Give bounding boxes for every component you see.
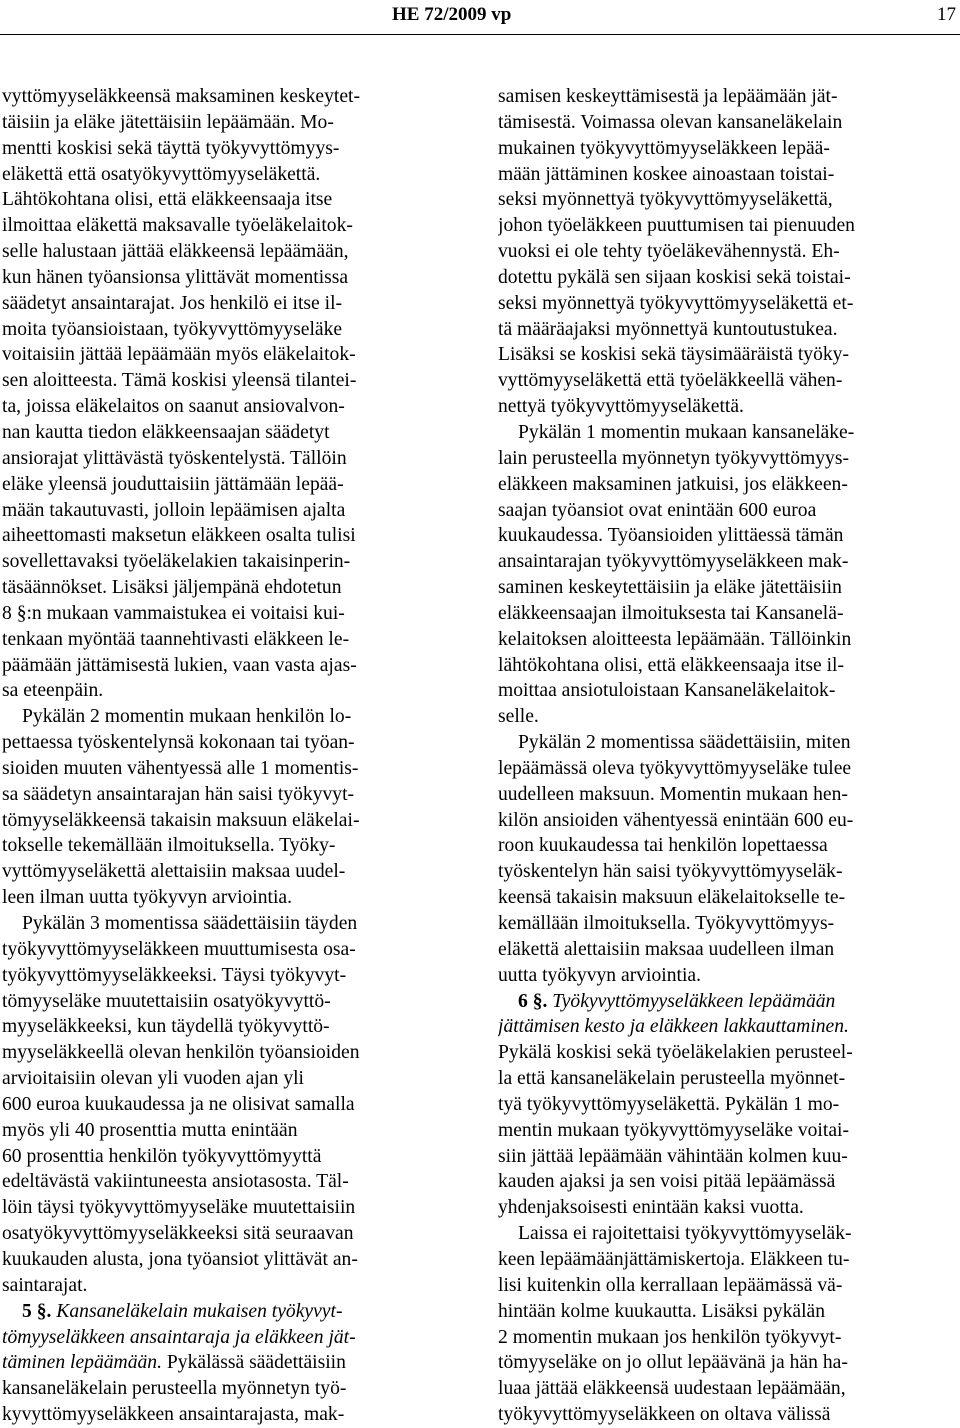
section-heading: Kansaneläkelain mukaisen työkyvyt- xyxy=(51,1300,343,1322)
line-text: täsäännökset. Lisäksi jäljempänä ehdotetun xyxy=(2,577,342,599)
text-line xyxy=(2,523,465,549)
text-line xyxy=(2,1402,465,1428)
line-text: uudelleen maksuun. Momentin mukaan hen- xyxy=(498,783,848,805)
text-line xyxy=(2,730,465,756)
text-line xyxy=(2,1376,465,1402)
line-text: saajan työansiot ovat enintään 600 euroa xyxy=(498,499,817,521)
text-line xyxy=(498,291,958,317)
line-text: yhdenjaksoisesti enintään kaksi vuotta. xyxy=(498,1197,804,1219)
line-text: kemällään ilmoituksella. Työkyvyttömyys- xyxy=(498,913,835,934)
line-text: seksi myönnettyä työkyvyttömyyseläkettä et- xyxy=(498,292,854,314)
text-line xyxy=(2,911,465,937)
line-text: samisen keskeyttämisestä ja lepäämään jät- xyxy=(498,86,838,107)
text-line xyxy=(498,394,958,420)
text-line xyxy=(498,1247,958,1273)
text-line xyxy=(498,317,958,343)
text-line xyxy=(498,1040,958,1066)
text-line xyxy=(498,704,958,730)
line-text: roon kuukaudessa tai henkilön lopettaessa xyxy=(498,835,828,857)
text-line xyxy=(498,1350,958,1376)
text-line xyxy=(2,239,465,265)
line-text: ansaintarajan työkyvyttömyyseläkkeen mak- xyxy=(498,551,849,573)
line-text: kelaitoksen aloitteesta lepäämään. Tällöinkin xyxy=(498,628,852,650)
text-line xyxy=(498,808,958,834)
text-line xyxy=(498,1299,958,1325)
line-text: Pykälän 2 momentin mukaan henkilön lo- xyxy=(22,706,352,728)
text-line xyxy=(2,1092,465,1118)
text-line xyxy=(498,989,958,1015)
line-text: Pykälän 3 momentissa säädettäisiin täyden xyxy=(22,913,358,934)
text-line xyxy=(2,808,465,834)
text-line xyxy=(498,1273,958,1299)
line-text: eläkettä alettaisiin maksaa uudelleen ilman xyxy=(498,938,835,960)
line-text: mään takautuvasti, jolloin lepäämisen ajalta xyxy=(2,499,346,521)
text-line xyxy=(498,213,958,239)
text-line xyxy=(2,162,465,188)
text-line xyxy=(498,833,958,859)
line-text: moittaa ansiotuloistaan Kansaneläkelaitok- xyxy=(498,680,836,702)
text-line xyxy=(2,1066,465,1092)
text-line xyxy=(2,704,465,730)
text-line xyxy=(498,420,958,446)
text-line xyxy=(2,782,465,808)
text-line xyxy=(498,368,958,394)
text-line xyxy=(498,1402,958,1428)
line-text: nan kautta tiedon eläkkeensaajan säädetyt xyxy=(2,421,330,443)
text-line xyxy=(2,446,465,472)
line-text: Pykälän 2 momentissa säädettäisiin, miten xyxy=(518,732,851,754)
text-line xyxy=(498,1325,958,1351)
line-text: luaa jättää eläkkeensä uudestaan lepäämään, xyxy=(498,1378,846,1400)
line-text: tömyyseläke on jo ollut lepäävänä ja hän ha- xyxy=(498,1352,848,1374)
line-text: uutta työkyvyn arviointia. xyxy=(498,964,701,986)
text-line xyxy=(2,1247,465,1273)
text-line xyxy=(498,187,958,213)
line-text: löin täysi työkyvyttömyyseläke muutettaisiin xyxy=(2,1197,356,1219)
text-line xyxy=(498,110,958,136)
line-text: sen aloitteesta. Tämä koskisi yleensä tilantei- xyxy=(2,370,357,392)
left-text-column xyxy=(2,84,465,1428)
line-text: voitaisiin jättää lepäämään myös eläkelaitok- xyxy=(2,344,356,366)
line-text: lepäämässä oleva työkyvyttömyyseläke tulee xyxy=(498,757,852,779)
text-line xyxy=(2,420,465,446)
line-text: tömyyseläkkeensä takaisin maksuun eläkelai- xyxy=(2,809,360,831)
line-text: tenkaan myöntää taannehtivasti eläkkeen le- xyxy=(2,628,350,650)
text-line xyxy=(498,1195,958,1221)
text-line xyxy=(2,136,465,162)
text-line xyxy=(2,859,465,885)
line-text: osatyökyvyttömyyseläkkeeksi sitä seuraavan xyxy=(2,1223,354,1245)
text-line xyxy=(498,265,958,291)
text-line xyxy=(2,989,465,1015)
line-text: vyttömyyseläkettä että työeläkkeellä vähen- xyxy=(498,370,843,392)
line-text: eläkkeensaajan ilmoituksesta tai Kansanelä- xyxy=(498,602,844,624)
text-line xyxy=(2,937,465,963)
text-line xyxy=(2,885,465,911)
line-text: vyttömyyseläkkeensä maksaminen keskeytet- xyxy=(2,86,361,107)
text-line xyxy=(498,885,958,911)
line-text: ilmoittaa eläkettä maksavalle työeläkelaitok- xyxy=(2,215,353,237)
line-text: tämisestä. Voimassa olevan kansaneläkelain xyxy=(498,111,843,133)
text-line xyxy=(498,1118,958,1144)
line-text: selle. xyxy=(498,706,539,728)
line-text: lisi kuitenkin olla kerrallaan lepäämässä vä- xyxy=(498,1274,843,1296)
line-text: mentti koskisi sekä täyttä työkyvyttömyys- xyxy=(2,137,340,159)
line-text: la että kansaneläkelain perusteella myönnet- xyxy=(498,1068,846,1090)
text-line xyxy=(2,291,465,317)
text-line xyxy=(2,627,465,653)
line-text: 60 prosenttia henkilön työkyvyttömyyttä xyxy=(2,1145,322,1167)
text-line xyxy=(2,601,465,627)
header-divider xyxy=(0,34,960,35)
text-line xyxy=(2,317,465,343)
line-text: mukainen työkyvyttömyyseläkkeen lepää- xyxy=(498,137,830,159)
line-text: myyseläkkeeksi, kun täydellä työkyvyttö- xyxy=(2,1016,330,1038)
line-text: kuukaudessa. Työansioiden ylittäessä tämän xyxy=(498,525,844,547)
text-line xyxy=(2,1144,465,1170)
text-line xyxy=(2,963,465,989)
line-text: täisiin ja eläke jätettäisiin lepäämään. Mo- xyxy=(2,111,334,133)
line-text: siin jättää lepäämään vähintään kolmen kuu- xyxy=(498,1145,848,1167)
line-text: päämään jättämisestä lukien, vaan vasta ajas- xyxy=(2,654,357,676)
text-line xyxy=(2,1325,465,1351)
line-text: myös yli 40 prosenttia mutta enintään xyxy=(2,1119,298,1141)
line-text: lain perusteella myönnetyn työkyvyttömyys- xyxy=(498,447,849,469)
text-line xyxy=(2,1273,465,1299)
text-line xyxy=(498,756,958,782)
text-line xyxy=(2,1195,465,1221)
text-line xyxy=(498,136,958,162)
line-text: tyä työkyvyttömyyseläkettä. Pykälän 1 mo- xyxy=(498,1093,840,1115)
line-text: arvioitaisiin olevan yli vuoden ajan yli xyxy=(2,1068,305,1090)
section-number: 5 §. xyxy=(22,1300,52,1322)
text-line xyxy=(2,213,465,239)
section-heading: Työkyvyttömyyseläkkeen lepäämään xyxy=(547,990,836,1012)
line-text: keen lepäämäänjättämiskertoja. Eläkkeen tu- xyxy=(498,1248,850,1270)
line-text: tömyyseläke muutettaisiin osatyökyvyttö- xyxy=(2,990,331,1012)
text-line xyxy=(2,1169,465,1195)
text-line xyxy=(2,394,465,420)
text-line xyxy=(498,1221,958,1247)
line-text: työkyvyttömyyseläkkeen on oltava välissä xyxy=(498,1404,831,1426)
section-heading: jättämisen kesto ja eläkkeen lakkauttaminen. xyxy=(498,1016,849,1038)
text-line xyxy=(2,84,465,110)
line-text: kyvyttömyyseläkkeen ansaintarajasta, mak- xyxy=(2,1404,345,1426)
page-number: 17 xyxy=(937,4,956,25)
text-line xyxy=(2,833,465,859)
line-text: nettyä työkyvyttömyyseläkettä. xyxy=(498,396,744,418)
line-text: kilön ansioiden vähentyessä enintään 600 eu- xyxy=(498,809,854,831)
text-line xyxy=(498,730,958,756)
text-line xyxy=(498,1014,958,1040)
text-line xyxy=(2,1040,465,1066)
text-line xyxy=(2,1350,465,1376)
text-line xyxy=(498,1144,958,1170)
text-line xyxy=(498,1376,958,1402)
line-text: Pykälässä säädettäisiin xyxy=(162,1352,346,1374)
text-line xyxy=(498,627,958,653)
line-text: 8 §:n mukaan vammaistukea ei voitaisi kui- xyxy=(2,602,345,624)
text-line xyxy=(2,342,465,368)
line-text: kuukauden alusta, jona työansiot ylittävät an- xyxy=(2,1248,358,1270)
line-text: ansiorajat ylittävästä työskentelystä. Tällöin xyxy=(2,447,347,469)
text-line xyxy=(498,84,958,110)
text-line xyxy=(2,756,465,782)
line-text: myyseläkkeellä olevan henkilön työansioiden xyxy=(2,1042,360,1064)
text-line xyxy=(498,963,958,989)
line-text: aiheettomasti maksetun eläkkeen osalta tulisi xyxy=(2,525,356,547)
text-line xyxy=(2,1118,465,1144)
line-text: eläkkeen maksaminen jatkuisi, jos eläkkeen- xyxy=(498,473,848,495)
text-line xyxy=(498,342,958,368)
line-text: eläke yleensä jouduttaisiin jättämään lepää- xyxy=(2,473,344,495)
section-heading: täminen lepäämään. xyxy=(2,1352,162,1374)
text-line xyxy=(498,1066,958,1092)
text-line xyxy=(2,368,465,394)
line-text: tokselle tekemällään ilmoituksella. Työky- xyxy=(2,835,336,857)
line-text: vyttömyyseläkettä alettaisiin maksaa uudel- xyxy=(2,861,346,883)
line-text: työkyvyttömyyseläkkeeksi. Täysi työkyvyt- xyxy=(2,964,347,986)
line-text: leen ilman uutta työkyvyn arviointia. xyxy=(2,887,293,909)
line-text: mentin mukaan työkyvyttömyyseläke voitai- xyxy=(498,1119,849,1141)
text-line xyxy=(498,678,958,704)
text-line xyxy=(498,239,958,265)
text-line xyxy=(498,498,958,524)
text-line xyxy=(2,678,465,704)
line-text: sioiden muuten vähentyessä alle 1 momentis- xyxy=(2,757,359,779)
line-text: edeltävästä vakiintuneesta ansiotasosta. Täl- xyxy=(2,1171,349,1193)
line-text: saintarajat. xyxy=(2,1274,88,1296)
text-line xyxy=(2,472,465,498)
line-text: Laissa ei rajoitettaisi työkyvyttömyyseläk- xyxy=(518,1223,852,1245)
text-line xyxy=(2,1221,465,1247)
line-text: työskentelyn hän saisi työkyvyttömyyseläk- xyxy=(498,861,843,883)
line-text: mään jättäminen koskee ainoastaan toistai- xyxy=(498,163,835,185)
text-line xyxy=(498,446,958,472)
section-number: 6 §. xyxy=(518,990,548,1012)
text-line xyxy=(2,498,465,524)
text-line xyxy=(498,1169,958,1195)
section-heading: tömyyseläkkeen ansaintaraja ja eläkkeen jät- xyxy=(2,1326,356,1348)
text-line xyxy=(498,162,958,188)
line-text: tä määräajaksi myönnettyä kuntoutustukea. xyxy=(498,318,838,340)
text-line xyxy=(498,782,958,808)
line-text: keensä takaisin maksuun eläkelaitokselle te- xyxy=(498,887,846,909)
text-line xyxy=(2,187,465,213)
text-line xyxy=(2,549,465,575)
line-text: sa säädetyn ansaintarajan hän saisi työkyvyt- xyxy=(2,783,355,805)
text-line xyxy=(498,653,958,679)
text-line xyxy=(2,265,465,291)
line-text: saminen keskeytettäisiin ja eläke jätettäisiin xyxy=(498,577,842,599)
text-line xyxy=(498,1092,958,1118)
text-line xyxy=(498,549,958,575)
line-text: vuoksi ei ole tehty työeläkevähennystä. Eh- xyxy=(498,241,840,263)
line-text: Pykälän 1 momentin mukaan kansaneläke- xyxy=(518,421,855,443)
line-text: pettaessa työskentelynsä kokonaan tai työan- xyxy=(2,732,355,754)
text-line xyxy=(2,110,465,136)
line-text: Lähtökohtana olisi, että eläkkeensaaja itse xyxy=(2,189,333,211)
line-text: johon työeläkkeen puuttumisen tai pienuuden xyxy=(498,215,855,237)
text-line xyxy=(498,472,958,498)
line-text: sovellettavaksi työeläkelakien takaisinperin- xyxy=(2,551,351,573)
line-text: ta, joissa eläkelaitos on saanut ansiovalvon- xyxy=(2,396,345,418)
text-line xyxy=(498,911,958,937)
line-text: kauden ajaksi ja sen voisi pitää lepäämässä xyxy=(498,1171,836,1193)
line-text: Pykälä koskisi sekä työeläkelakien perusteel- xyxy=(498,1042,853,1064)
line-text: moita työansioistaan, työkyvyttömyyseläke xyxy=(2,318,343,340)
line-text: 600 euroa kuukaudessa ja ne olisivat samalla xyxy=(2,1093,355,1115)
text-line xyxy=(498,601,958,627)
line-text: eläkettä että osatyökyvyttömyyseläkettä. xyxy=(2,163,321,185)
line-text: dotettu pykälä sen sijaan koskisi sekä toistai- xyxy=(498,266,851,288)
text-line xyxy=(498,937,958,963)
text-line xyxy=(2,1014,465,1040)
right-text-column xyxy=(498,84,958,1428)
line-text: säädetyt ansaintarajat. Jos henkilö ei itse il- xyxy=(2,292,343,314)
line-text: selle halustaan jättää eläkkeensä lepäämään, xyxy=(2,241,349,263)
text-line xyxy=(498,575,958,601)
line-text: työkyvyttömyyseläkkeen muuttumisesta osa- xyxy=(2,938,356,960)
line-text: 2 momentin mukaan jos henkilön työkyvyt- xyxy=(498,1326,842,1348)
text-line xyxy=(498,523,958,549)
text-line xyxy=(2,653,465,679)
line-text: seksi myönnettyä työkyvyttömyyseläkettä, xyxy=(498,189,833,211)
line-text: sa eteenpäin. xyxy=(2,680,104,702)
line-text: hintään kolme kuukautta. Lisäksi pykälän xyxy=(498,1300,826,1322)
line-text: kun hänen työansionsa ylittävät momentissa xyxy=(2,266,349,288)
text-line xyxy=(2,575,465,601)
text-line xyxy=(2,1299,465,1325)
text-line xyxy=(498,859,958,885)
page-header xyxy=(0,0,960,34)
line-text: kansaneläkelain perusteella myönnetyn työ- xyxy=(2,1378,347,1400)
line-text: lähtökohtana olisi, että eläkkeensaaja itse il- xyxy=(498,654,845,676)
document-id: HE 72/2009 vp xyxy=(392,4,512,25)
line-text: Lisäksi se koskisi sekä täysimääräistä työky- xyxy=(498,344,849,366)
